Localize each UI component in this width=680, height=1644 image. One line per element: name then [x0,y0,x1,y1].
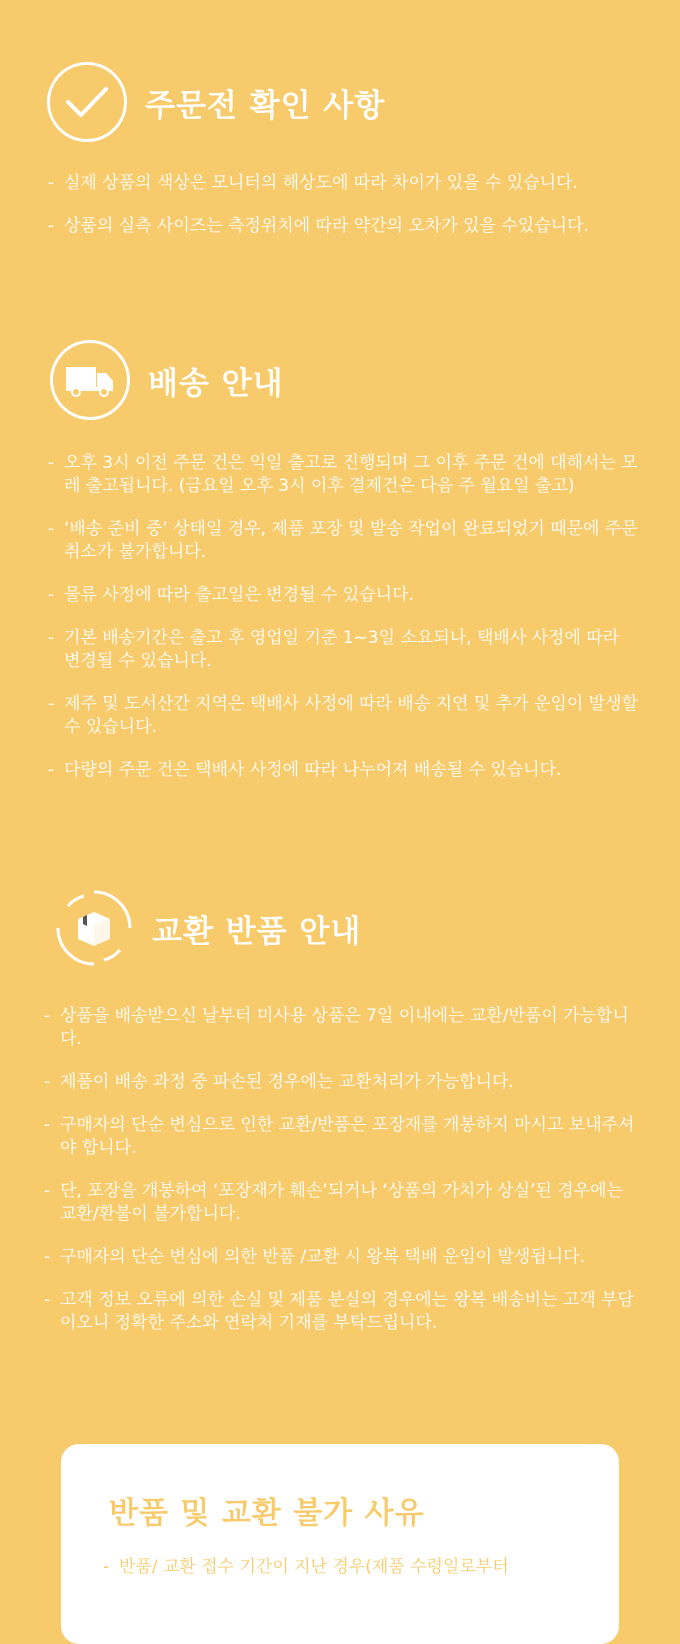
box-exchange-icon [54,888,134,968]
no-return-card [61,1444,619,1644]
section-title: 교환 반품 안내 [152,913,362,950]
section-title: 배송 안내 [148,365,284,402]
section-header [47,62,385,142]
section-header [50,340,284,420]
list-item: - 구매자의 단순 변심에 의한 반품 /교환 시 왕복 택배 운임이 발생됩니다. [44,1246,638,1269]
list-item: - 오후 3시 이전 주문 건은 익일 출고로 진행되며 그 이후 주문 건에 대해서는 모레 출고됩니다. (금요일 오후 3시 이후 결제건은 다음 주 월요일 출고) [48,452,638,498]
notice-list [48,172,658,238]
list-item: - 상품의 실측 사이즈는 측정위치에 따라 약간의 오차가 있을 수있습니다. [48,215,658,238]
checkmark-icon [47,62,127,142]
list-item: - 물류 사정에 따라 출고일은 변경될 수 있습니다. [48,584,638,607]
list-item: - 단, 포장을 개봉하여 ‘포장재가 훼손’되거나 ‘상품의 가치가 상실’된 경우에는 교환/환불이 불가합니다. [44,1180,638,1226]
card-title: 반품 및 교환 불가 사유 [109,1496,425,1531]
exchange-list [44,1005,638,1335]
list-item: - 실제 상품의 색상은 모니터의 해상도에 따라 차이가 있을 수 있습니다. [48,172,658,195]
section-title: 주문전 확인 사항 [145,87,386,124]
list-item: - 구매자의 단순 변심으로 인한 교환/반품은 포장재를 개봉하지 마시고 보내주셔야 합니다. [44,1114,638,1160]
section-header [54,888,361,968]
list-item: - 반품/ 교환 접수 기간이 지난 경우(제품 수령일로부터 [103,1556,583,1579]
list-item: - 제품이 배송 과정 중 파손된 경우에는 교환처리가 가능합니다. [44,1071,638,1094]
list-item: - ‘배송 준비 중’ 상태일 경우, 제품 포장 및 발송 작업이 완료되었기 때문에 주문취소가 불가합니다. [48,518,638,564]
no-return-list [103,1556,583,1579]
delivery-list [48,452,638,782]
list-item: - 기본 배송기간은 출고 후 영업일 기준 1~3일 소요되나, 택배사 사정에 따라 변경될 수 있습니다. [48,627,638,673]
list-item: - 제주 및 도서산간 지역은 택배사 사정에 따라 배송 지연 및 추가 운임이 발생할 수 있습니다. [48,693,638,739]
list-item: - 상품을 배송받으신 날부터 미사용 상품은 7일 이내에는 교환/반품이 가능합니다. [44,1005,638,1051]
delivery-truck-icon [50,340,130,420]
list-item: - 다량의 주문 건은 택배사 사정에 따라 나누어져 배송될 수 있습니다. [48,759,638,782]
list-item: - 고객 정보 오류에 의한 손실 및 제품 분실의 경우에는 왕복 배송비는 고객 부담이오니 정확한 주소와 연락처 기재를 부탁드립니다. [44,1289,638,1335]
